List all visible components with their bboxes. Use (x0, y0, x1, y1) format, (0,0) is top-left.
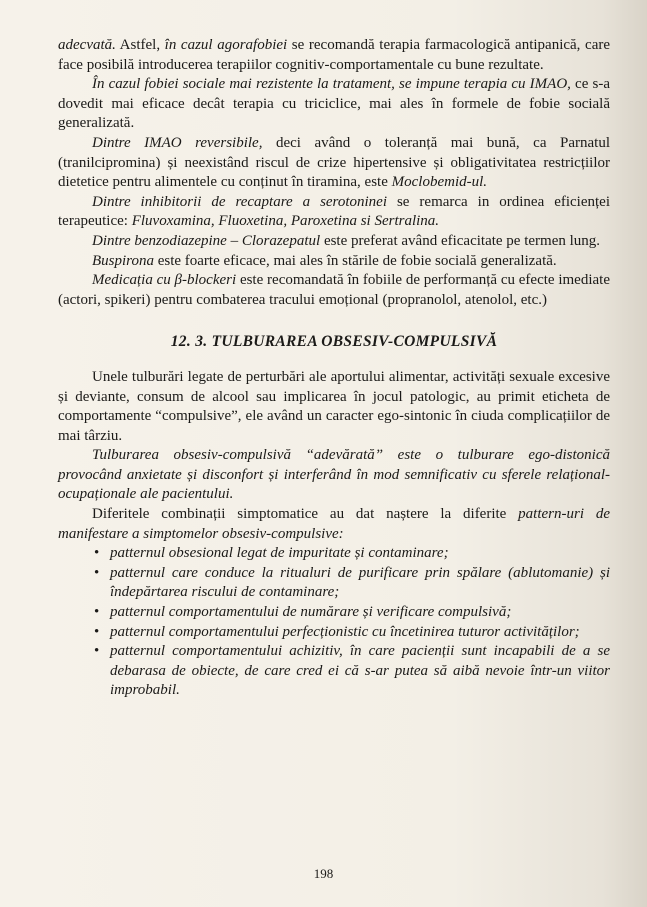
paragraph (58, 446, 610, 505)
italic-text: Dintre inhibitorii de recaptare a serotoninei (92, 193, 388, 210)
list-item (94, 564, 610, 603)
italic-text: Moclobemid-ul. (391, 174, 488, 191)
paragraph (58, 368, 610, 446)
bullet-icon: • (94, 623, 100, 640)
italic-text: Buspirona (92, 252, 154, 269)
bullet-icon: • (94, 643, 100, 660)
paragraph (58, 75, 610, 134)
paragraph (58, 232, 610, 252)
text-run: Unele tulburări legate de perturbări ale aportului alimentar, activități sexuale excesive și deviante, consum de alcool sau implicarea în jocul patologic, au primit eticheta de comportamente “compulsive”, ele având un caracter ego-sintonic în ciuda complicațiilor de mai târziu. (58, 368, 610, 444)
italic-text: Fluvoxamina, Fluoxetina, Paroxetina si Sertralina. (131, 213, 440, 230)
paragraph (58, 505, 610, 544)
italic-text: Dintre IMAO reversibile, (92, 134, 263, 151)
italic-text: adecvată. (58, 37, 116, 53)
italic-text: pattern-uri de manifestare a simptomelor obsesiv-compulsive: (58, 506, 610, 542)
italic-text: Tulburarea obsesiv-compulsivă “adevărată” este o tulburare ego-distonică provocând anxietate și disconfort și interferând în mod semnificativ cu sferele relațional-ocupaționale ale pacientului. (58, 447, 610, 503)
paragraph (58, 193, 610, 232)
list-item (94, 544, 610, 564)
italic-text: În cazul fobiei sociale mai rezistente la tratament, se impune terapia cu IMAO, (92, 76, 571, 93)
text-run: se recomandă terapia farmacologică antipanică, care face posibilă introducerea terapiilor cognitiv-comportamentale cu bune rezultate. (58, 37, 610, 73)
list-item-text: patternul obsesional legat de impuritate și contaminare; (110, 545, 449, 562)
list-item-text: patternul comportamentului achizitiv, în care pacienții sunt incapabili de a se debarasa de obiecte, de care cred ei că s-ar putea să aibă nevoie într-un viitor improbabil. (110, 643, 610, 699)
list-item-text: patternul care conduce la ritualuri de purificare prin spălare (ablutomanie) și îndepărtarea riscului de contaminare; (110, 564, 610, 601)
page-text (58, 36, 610, 701)
bullet-icon: • (94, 564, 100, 581)
list-item (94, 642, 610, 701)
list-item (94, 623, 610, 643)
bullet-icon: • (94, 604, 100, 621)
bottom-paragraphs (58, 368, 610, 544)
bullet-list (58, 544, 610, 701)
paragraph (58, 252, 610, 272)
text-run: deci având o toleranță mai bună, ca Parnatul (tranilcipromina) și neexistând riscul de crize hipertensive și obligativitatea restricțiilor dietetice pentru alimentele cu conținut în tiramina, este (58, 134, 610, 191)
list-item-text: patternul comportamentului de numărare și verificare compulsivă; (110, 604, 512, 621)
list-item-text: patternul comportamentului perfecționistic cu încetinirea tuturor activităților; (110, 623, 580, 640)
italic-text: Medicația cu β-blockeri (92, 272, 237, 289)
italic-text: Dintre benzodiazepine – Clorazepatul (92, 232, 321, 249)
text-run: este preferat având eficacitate pe termen lung. (320, 232, 601, 249)
paragraph (58, 134, 610, 193)
page-number: 198 (313, 866, 334, 881)
paragraph (58, 271, 610, 310)
top-paragraphs (58, 36, 610, 310)
text-run: Diferitele combinații simptomatice au dat naștere la diferite (92, 506, 519, 523)
bullet-icon: • (94, 545, 100, 562)
paragraph (58, 36, 610, 75)
text-run: Astfel, (115, 37, 165, 53)
text-run: este foarte eficace, mai ales în stările de fobie socială generalizată. (153, 252, 557, 269)
list-item (94, 603, 610, 623)
text-run: se remarca in ordinea eficienței terapeutice: (58, 193, 610, 230)
section-heading: 12. 3. TULBURAREA OBSESIV-COMPULSIVĂ (170, 333, 498, 351)
text-run: ce s-a dovedit mai eficace decât terapia cu triciclice, mai ales în formele de fobie socială generalizată. (58, 76, 610, 132)
text-run: este recomandată în fobiile de performanță cu efecte imediate (actori, spikeri) pentru combaterea tracului emoțional (propranolol, atenolol, etc.) (58, 272, 610, 308)
italic-text: în cazul agorafobiei (164, 37, 288, 53)
